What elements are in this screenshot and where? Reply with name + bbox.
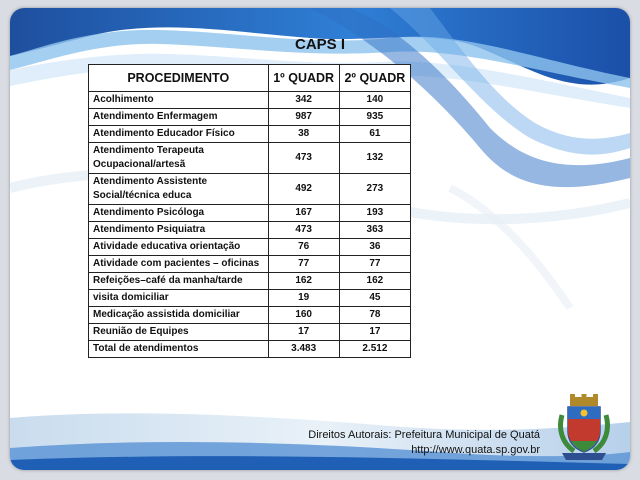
header-procedimento: PROCEDIMENTO: [89, 65, 269, 92]
header-q1: 1º QUADR: [268, 65, 339, 92]
cell-q2: 273: [339, 174, 410, 205]
cell-procedimento: Atendimento Psicóloga: [89, 205, 269, 222]
cell-procedimento: visita domiciliar: [89, 290, 269, 307]
cell-q2: 17: [339, 324, 410, 341]
header-q2: 2º QUADR: [339, 65, 410, 92]
cell-q2: 363: [339, 222, 410, 239]
cell-procedimento: Atividade com pacientes – oficinas: [89, 256, 269, 273]
procedures-table: [88, 64, 411, 358]
cell-q1: 77: [268, 256, 339, 273]
slide-title: CAPS I: [294, 36, 345, 53]
cell-total-q2: 2.512: [339, 341, 410, 358]
cell-procedimento: Atividade educativa orientação: [89, 239, 269, 256]
cell-q2: 36: [339, 239, 410, 256]
table-row: [89, 273, 411, 290]
cell-total-label: Total de atendimentos: [89, 341, 269, 358]
cell-procedimento: Refeições–café da manha/tarde: [89, 273, 269, 290]
cell-q1: 987: [268, 109, 339, 126]
footer-copyright: Direitos Autorais: Prefeitura Municipal de Quatá: [308, 429, 540, 441]
table-total-row: [89, 341, 411, 358]
cell-q1: 492: [268, 174, 339, 205]
cell-q1: 473: [268, 143, 339, 174]
cell-q2: 61: [339, 126, 410, 143]
table-row: [89, 109, 411, 126]
cell-procedimento: Acolhimento: [89, 92, 269, 109]
cell-procedimento: Atendimento Enfermagem: [89, 109, 269, 126]
cell-q1: 19: [268, 290, 339, 307]
cell-q2: 132: [339, 143, 410, 174]
table-row: [89, 324, 411, 341]
cell-procedimento: Atendimento Terapeuta Ocupacional/artesã: [89, 143, 269, 174]
table-row: [89, 256, 411, 273]
table-row: [89, 126, 411, 143]
cell-q1: 473: [268, 222, 339, 239]
cell-q2: 77: [339, 256, 410, 273]
cell-q1: 17: [268, 324, 339, 341]
cell-q2: 140: [339, 92, 410, 109]
table-row: [89, 205, 411, 222]
table-row: [89, 290, 411, 307]
cell-q2: 935: [339, 109, 410, 126]
cell-q1: 162: [268, 273, 339, 290]
cell-q2: 78: [339, 307, 410, 324]
cell-procedimento: Atendimento Assistente Social/técnica educa: [89, 174, 269, 205]
slide: [10, 8, 630, 470]
cell-q1: 342: [268, 92, 339, 109]
table-row: [89, 222, 411, 239]
cell-q1: 167: [268, 205, 339, 222]
cell-procedimento: Reunião de Equipes: [89, 324, 269, 341]
table-header-row: [89, 65, 411, 92]
table-row: [89, 307, 411, 324]
cell-q1: 38: [268, 126, 339, 143]
coat-of-arms-icon: [556, 393, 612, 463]
table-row: [89, 174, 411, 205]
cell-q2: 162: [339, 273, 410, 290]
cell-procedimento: Atendimento Educador Físico: [89, 126, 269, 143]
cell-procedimento: Medicação assistida domiciliar: [89, 307, 269, 324]
cell-q1: 160: [268, 307, 339, 324]
table-row: [89, 143, 411, 174]
cell-q1: 76: [268, 239, 339, 256]
cell-q2: 193: [339, 205, 410, 222]
table-row: [89, 92, 411, 109]
cell-q2: 45: [339, 290, 410, 307]
cell-procedimento: Atendimento Psiquiatra: [89, 222, 269, 239]
footer-url: http://www.quata.sp.gov.br: [411, 444, 540, 456]
footer: [308, 428, 540, 458]
table-row: [89, 239, 411, 256]
cell-total-q1: 3.483: [268, 341, 339, 358]
